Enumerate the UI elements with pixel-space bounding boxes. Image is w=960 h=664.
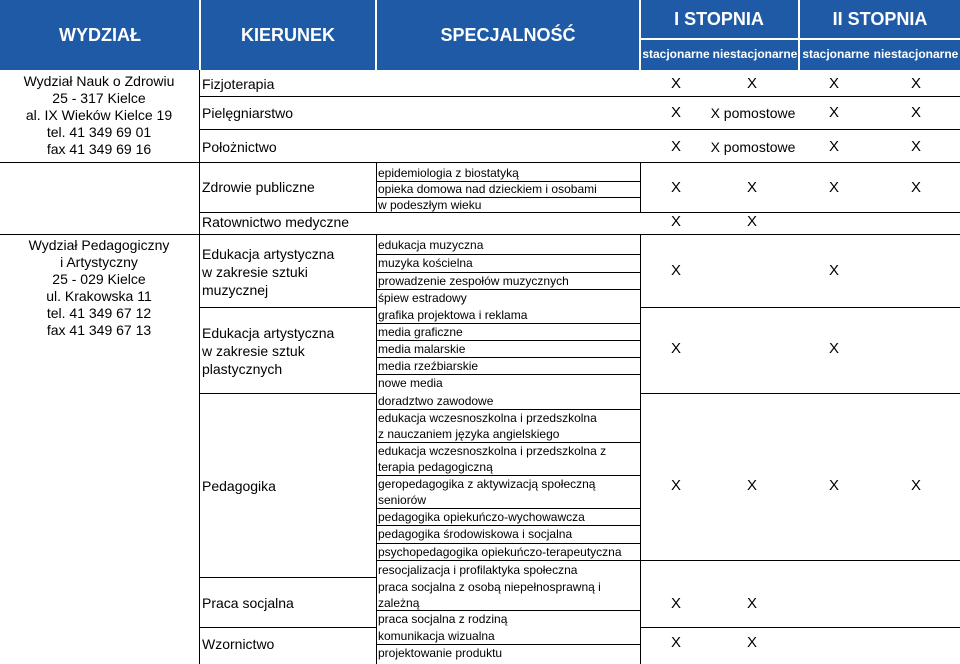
specjalnosc-item: resocjalizacja i profilaktyka społeczna <box>378 563 578 577</box>
kierunek-pielegniarstwo: Pielęgniarstwo <box>202 105 294 121</box>
mark: X <box>828 340 839 357</box>
faculty-line: al. IX Wieków Kielce 19 <box>25 107 173 123</box>
kierunek-line: muzycznej <box>202 282 269 298</box>
mark: X <box>828 477 839 494</box>
specjalnosc-item: epidemiologia z biostatyką <box>378 166 519 180</box>
kierunek-line: w zakresie sztuk <box>202 343 305 359</box>
mark: X <box>746 634 757 651</box>
kierunek-line: plastycznych <box>202 361 283 377</box>
header-stacjonarne-2: stacjonarne <box>802 47 870 61</box>
specjalnosc-item: komunikacja wizualna <box>378 629 495 643</box>
kierunek-praca-socjalna: Praca socjalna <box>202 595 294 611</box>
mark: X <box>828 138 839 155</box>
specjalnosc-item: zależną <box>378 596 420 610</box>
kierunek-pedagogika: Pedagogika <box>202 478 276 494</box>
specjalnosc-item: praca socjalna z rodziną <box>378 612 508 626</box>
specjalnosc-item: media rzeźbiarskie <box>378 359 479 373</box>
specjalnosc-item: nowe media <box>378 376 443 390</box>
mark: X <box>670 104 681 121</box>
specjalnosc-item: edukacja muzyczna <box>378 238 484 252</box>
specjalnosc-item: psychopedagogika opiekuńczo-terapeutyczna <box>378 545 622 559</box>
kierunek-wzornictwo: Wzornictwo <box>202 636 275 652</box>
kierunek-line: Edukacja artystyczna <box>202 246 335 262</box>
header-niestacjonarne-2: niestacjonarne <box>873 47 959 61</box>
faculty-line: fax 41 349 67 13 <box>46 322 152 338</box>
specjalnosc-item: muzyka kościelna <box>378 256 473 270</box>
faculty-line: Wydział Pedagogiczny <box>28 237 170 253</box>
header-stacjonarne-1: stacjonarne <box>642 47 710 61</box>
specjalnosc-item: opieka domowa nad dzieckiem i osobami <box>378 182 597 196</box>
mark: X <box>670 75 681 92</box>
header-first-degree: I STOPNIA <box>674 8 764 29</box>
specjalnosc-item: śpiew estradowy <box>378 291 467 305</box>
mark: X <box>910 477 921 494</box>
mark: X pomostowe <box>710 105 796 121</box>
specjalnosc-item: projektowanie produktu <box>378 646 503 660</box>
specjalnosc-item: w podeszłym wieku <box>378 198 482 212</box>
specjalnosc-item: pedagogika środowiskowa i socjalna <box>378 527 573 541</box>
mark: X <box>746 595 757 612</box>
mark: X <box>828 104 839 121</box>
specjalnosc-item: praca socjalna z osobą niepełnosprawną i <box>378 580 601 594</box>
mark: X <box>828 262 839 279</box>
kierunek-line: Edukacja artystyczna <box>202 325 335 341</box>
header-second-degree: II STOPNIA <box>832 8 928 29</box>
mark: X <box>670 138 681 155</box>
mark: X <box>746 477 757 494</box>
specjalnosc-item: seniorów <box>378 493 427 507</box>
mark: X <box>910 75 921 92</box>
mark: X <box>670 634 681 651</box>
kierunek-poloznictwo: Położnictwo <box>202 139 277 155</box>
specjalnosc-item: geropedagogika z aktywizacją społeczną <box>378 477 596 491</box>
kierunek-line: w zakresie sztuki <box>202 264 308 280</box>
specjalnosc-item: media malarskie <box>378 342 466 356</box>
specjalnosc-item: pedagogika opiekuńczo-wychowawcza <box>378 510 585 524</box>
table-header <box>0 0 960 70</box>
faculty-line: Wydział Nauk o Zdrowiu <box>23 73 175 89</box>
specjalnosc-item: doradztwo zawodowe <box>378 394 494 408</box>
mark: X <box>910 104 921 121</box>
specjalnosc-item: terapia pedagogiczną <box>378 460 493 474</box>
mark: X pomostowe <box>710 139 796 155</box>
faculty-line: ul. Krakowska 11 <box>46 288 152 304</box>
faculty-line: 25 - 029 Kielce <box>52 271 146 287</box>
kierunek-edukacja-plastyczna <box>202 324 334 378</box>
header-kierunek: KIERUNEK <box>240 24 335 45</box>
header-wydzial: WYDZIAŁ <box>59 24 141 45</box>
faculty-line: i Artystyczny <box>60 254 138 270</box>
mark: X <box>670 179 681 196</box>
specjalnosc-item: media graficzne <box>378 325 463 339</box>
mark: X <box>670 477 681 494</box>
specjalnosc-item: edukacja wczesnoszkolna i przedszkolna <box>378 411 597 425</box>
mark: X <box>828 179 839 196</box>
faculty-line: 25 - 317 Kielce <box>52 90 146 106</box>
faculty-line: tel. 41 349 67 12 <box>46 305 152 321</box>
mark: X <box>746 75 757 92</box>
specjalnosc-item: z nauczaniem języka angielskiego <box>378 427 560 441</box>
header-niestacjonarne-1: niestacjonarne <box>712 47 798 61</box>
kierunek-zdrowie-publiczne: Zdrowie publiczne <box>202 179 315 195</box>
mark: X <box>746 213 757 230</box>
mark: X <box>670 262 681 279</box>
specjalnosc-item: edukacja wczesnoszkolna i przedszkolna z <box>378 444 607 458</box>
kierunek-edukacja-muzyczna <box>202 245 334 299</box>
mark: X <box>670 213 681 230</box>
mark: X <box>828 75 839 92</box>
mark: X <box>910 179 921 196</box>
faculty-health <box>4 73 194 158</box>
mark: X <box>670 595 681 612</box>
faculty-line: fax 41 349 69 16 <box>46 141 152 157</box>
mark: X <box>746 179 757 196</box>
mark: X <box>670 340 681 357</box>
header-specjalnosc: SPECJALNOŚĆ <box>440 24 576 45</box>
kierunek-fizjoterapia: Fizjoterapia <box>202 76 275 92</box>
mark: X <box>910 138 921 155</box>
specjalnosc-item: prowadzenie zespołów muzycznych <box>378 274 569 288</box>
faculty-pedagogy <box>4 237 194 339</box>
kierunek-ratownictwo: Ratownictwo medyczne <box>202 214 350 230</box>
specjalnosc-item: grafika projektowa i reklama <box>378 308 528 322</box>
faculty-line: tel. 41 349 69 01 <box>46 124 152 140</box>
